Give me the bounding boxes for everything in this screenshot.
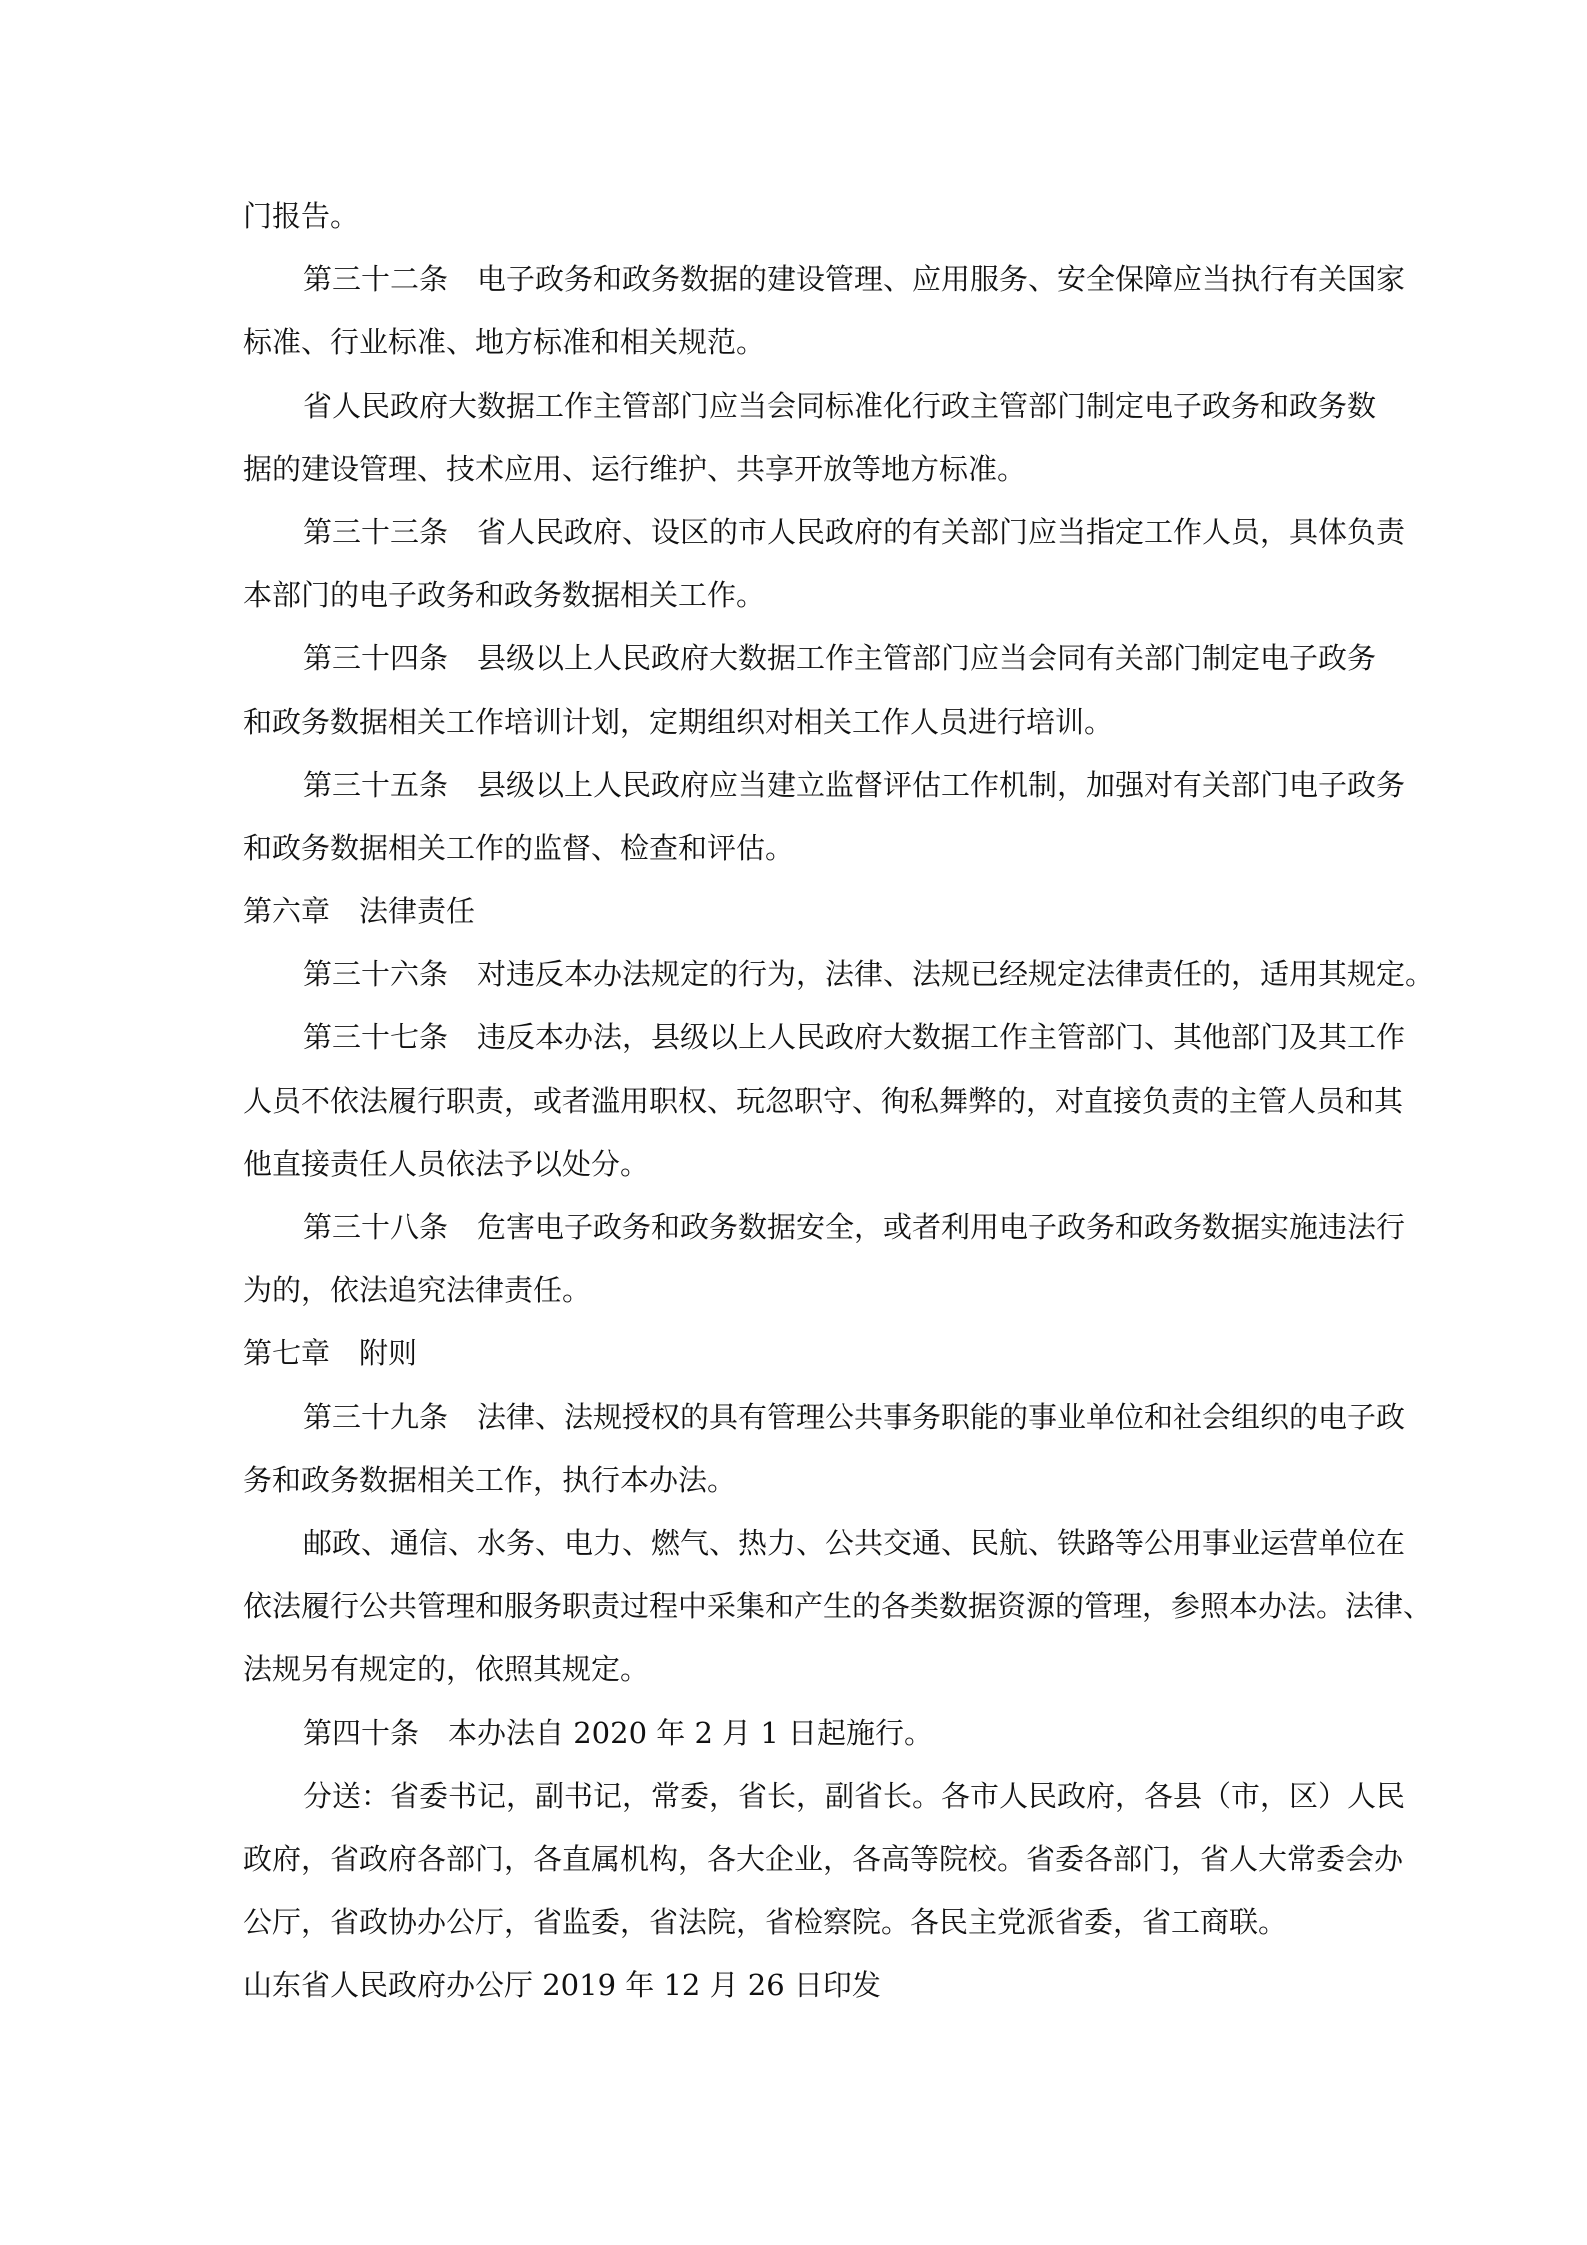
article-40: 第四十条 本办法自 2020 年 2 月 1 日起施行。	[303, 1715, 934, 1750]
text-line: 标准、行业标准、地方标准和相关规范。	[243, 325, 766, 360]
issuer-date: 山东省人民政府办公厅 2019 年 12 月 26 日印发	[243, 1968, 881, 2003]
chapter-6-heading: 第六章 法律责任	[243, 894, 476, 929]
document-body	[243, 185, 1435, 2017]
article-37: 第三十七条 违反本办法，县级以上人民政府大数据工作主管部门、其他部门及其工作	[303, 1020, 1406, 1055]
text-line: 邮政、通信、水务、电力、燃气、热力、公共交通、民航、铁路等公用事业运营单位在	[303, 1525, 1406, 1560]
text-line: 他直接责任人员依法予以处分。	[243, 1146, 650, 1181]
text-line: 本部门的电子政务和政务数据相关工作。	[243, 578, 766, 613]
text-line: 务和政务数据相关工作，执行本办法。	[243, 1462, 737, 1497]
text-line: 门报告。	[243, 199, 360, 233]
article-34: 第三十四条 县级以上人民政府大数据工作主管部门应当会同有关部门制定电子政务	[303, 641, 1377, 676]
article-38: 第三十八条 危害电子政务和政务数据安全，或者利用电子政务和政务数据实施违法行	[303, 1210, 1406, 1244]
text-line: 省人民政府大数据工作主管部门应当会同标准化行政主管部门制定电子政务和政务数	[303, 388, 1377, 423]
text-line: 依法履行公共管理和服务职责过程中采集和产生的各类数据资源的管理，参照本办法。法律、	[243, 1589, 1433, 1624]
text-line: 为的，依法追究法律责任。	[243, 1273, 592, 1308]
text-line: 和政务数据相关工作的监督、检查和评估。	[243, 830, 795, 865]
text-line: 和政务数据相关工作培训计划，定期组织对相关工作人员进行培训。	[243, 704, 1114, 739]
article-35: 第三十五条 县级以上人民政府应当建立监督评估工作机制，加强对有关部门电子政务	[303, 767, 1406, 802]
text-line: 人员不依法履行职责，或者滥用职权、玩忽职守、徇私舞弊的，对直接负责的主管人员和其	[243, 1083, 1404, 1118]
article-33: 第三十三条 省人民政府、设区的市人民政府的有关部门应当指定工作人员，具体负责	[303, 514, 1406, 549]
text-line: 政府，省政府各部门，各直属机构，各大企业，各高等院校。省委各部门，省人大常委会办	[243, 1841, 1404, 1876]
chapter-7-heading: 第七章 附则	[243, 1336, 418, 1371]
text-line: 公厅，省政协办公厅，省监委，省法院，省检察院。各民主党派省委，省工商联。	[243, 1905, 1288, 1940]
article-39: 第三十九条 法律、法规授权的具有管理公共事务职能的事业单位和社会组织的电子政	[303, 1399, 1406, 1434]
article-32: 第三十二条 电子政务和政务数据的建设管理、应用服务、安全保障应当执行有关国家	[303, 262, 1406, 297]
distribution-list: 分送：省委书记，副书记，常委，省长，副省长。各市人民政府，各县（市，区）人民	[303, 1778, 1406, 1813]
text-line: 据的建设管理、技术应用、运行维护、共享开放等地方标准。	[243, 451, 1027, 486]
text-line: 法规另有规定的，依照其规定。	[243, 1652, 650, 1687]
article-36: 第三十六条 对违反本办法规定的行为，法律、法规已经规定法律责任的，适用其规定。	[303, 957, 1435, 992]
